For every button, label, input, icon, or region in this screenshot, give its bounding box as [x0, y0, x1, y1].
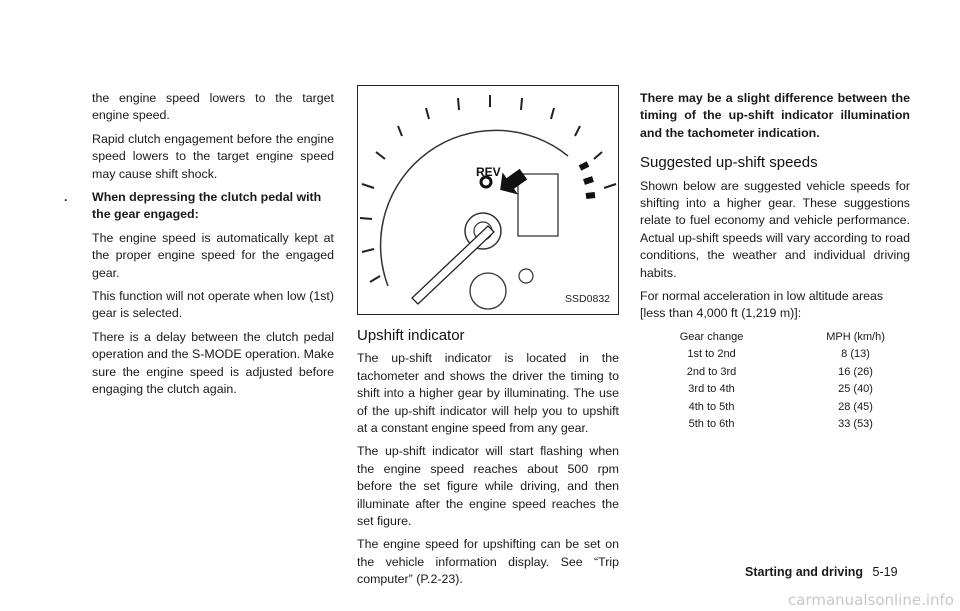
speed-cell: 28 (45) — [838, 400, 873, 413]
tick-marks — [360, 95, 616, 282]
paragraph-continued: the engine speed lowers to the target engine speed. — [92, 91, 334, 123]
bullet-heading: When depressing the clutch pedal with the gear engaged: — [92, 190, 322, 222]
section-heading-upshift: Upshift indicator — [357, 327, 465, 344]
table-row — [662, 381, 910, 398]
gear-cell: 2nd to 3rd — [686, 365, 737, 378]
table-header-row — [662, 329, 910, 346]
speed-cell: 25 (40) — [838, 383, 873, 396]
speed-cell: 33 (53) — [838, 417, 873, 430]
watermark: carmanualsonline.info — [788, 591, 954, 609]
bullet-symbol: . — [64, 190, 68, 205]
tachometer-illustration — [358, 86, 619, 315]
paragraph-engine-speed-kept: The engine speed is automatically kept at the proper engine speed for the engaged gear. — [92, 230, 334, 280]
redline-marks — [580, 164, 595, 196]
paragraph-normal-acceleration: For normal acceleration in low altitude areas [less than 4,000 ft (1,219 m)]: — [640, 289, 884, 321]
tachometer-figure — [357, 85, 619, 315]
figure-caption: SSD0832 — [565, 292, 610, 305]
header-speed: MPH (km/h) — [826, 330, 885, 343]
bold-note: There may be a slight difference between the timing of the up-shift indicator illumination and the tachometer indication. — [640, 91, 910, 140]
paragraph-low-gear: This function will not operate when low (1st) gear is selected. — [92, 289, 334, 321]
table-row — [662, 416, 910, 433]
section-name: Starting and driving — [745, 565, 864, 579]
table-row — [662, 364, 910, 381]
gear-cell: 5th to 6th — [688, 417, 735, 430]
page-number: 5-19 — [872, 565, 898, 579]
paragraph-upshift-setting: The engine speed for upshifting can be set on the vehicle information display. See “Trip computer” (P.2-23). — [357, 537, 619, 587]
speed-cell: 8 (13) — [841, 348, 870, 361]
table-row — [662, 346, 910, 363]
paragraph-upshift-flashing: The up-shift indicator will start flashing when the engine speed reaches about 500 rpm before the set figure while driving, and then illuminate after the engine speed reaches the set figure. — [357, 444, 619, 529]
header-gear-change: Gear change — [679, 330, 744, 343]
left-column — [64, 90, 334, 405]
gear-cell: 3rd to 4th — [688, 383, 735, 396]
middle-column — [357, 85, 619, 595]
sub-gauge-knob — [519, 269, 533, 283]
paragraph-suggested-speeds: Shown below are suggested vehicle speeds for shifting into a higher gear. These suggestions relate to fuel economy and vehicle performance. Actual up-shift speeds will vary according to road conditions, the weather and individual driving habits. — [640, 178, 910, 280]
right-column — [640, 90, 910, 433]
speed-cell: 16 (26) — [838, 365, 873, 378]
upshift-speed-table — [662, 329, 910, 433]
gear-cell: 4th to 5th — [688, 400, 735, 413]
paragraph-upshift-location: The up-shift indicator is located in the tachometer and shows the driver the timing to shift into a higher gear by illuminating. The use of the up-shift indicator will help you to upshift at a constant engine speed from any gear. — [357, 351, 619, 436]
bullet-item — [64, 189, 334, 224]
gear-cell: 1st to 2nd — [687, 348, 736, 361]
rev-label: REV — [476, 165, 501, 179]
paragraph-rapid-clutch: Rapid clutch engagement before the engine speed lowers to the target engine speed may cause shift shock. — [92, 131, 334, 181]
inner-panel — [518, 174, 558, 236]
section-heading-suggested: Suggested up-shift speeds — [640, 154, 818, 172]
page-footer — [745, 565, 898, 579]
paragraph-delay: There is a delay between the clutch pedal operation and the S-MODE operation. Make sure the engine speed is adjusted before engaging the clutch again. — [92, 329, 334, 397]
table-row — [662, 399, 910, 416]
sub-gauge — [470, 273, 506, 309]
